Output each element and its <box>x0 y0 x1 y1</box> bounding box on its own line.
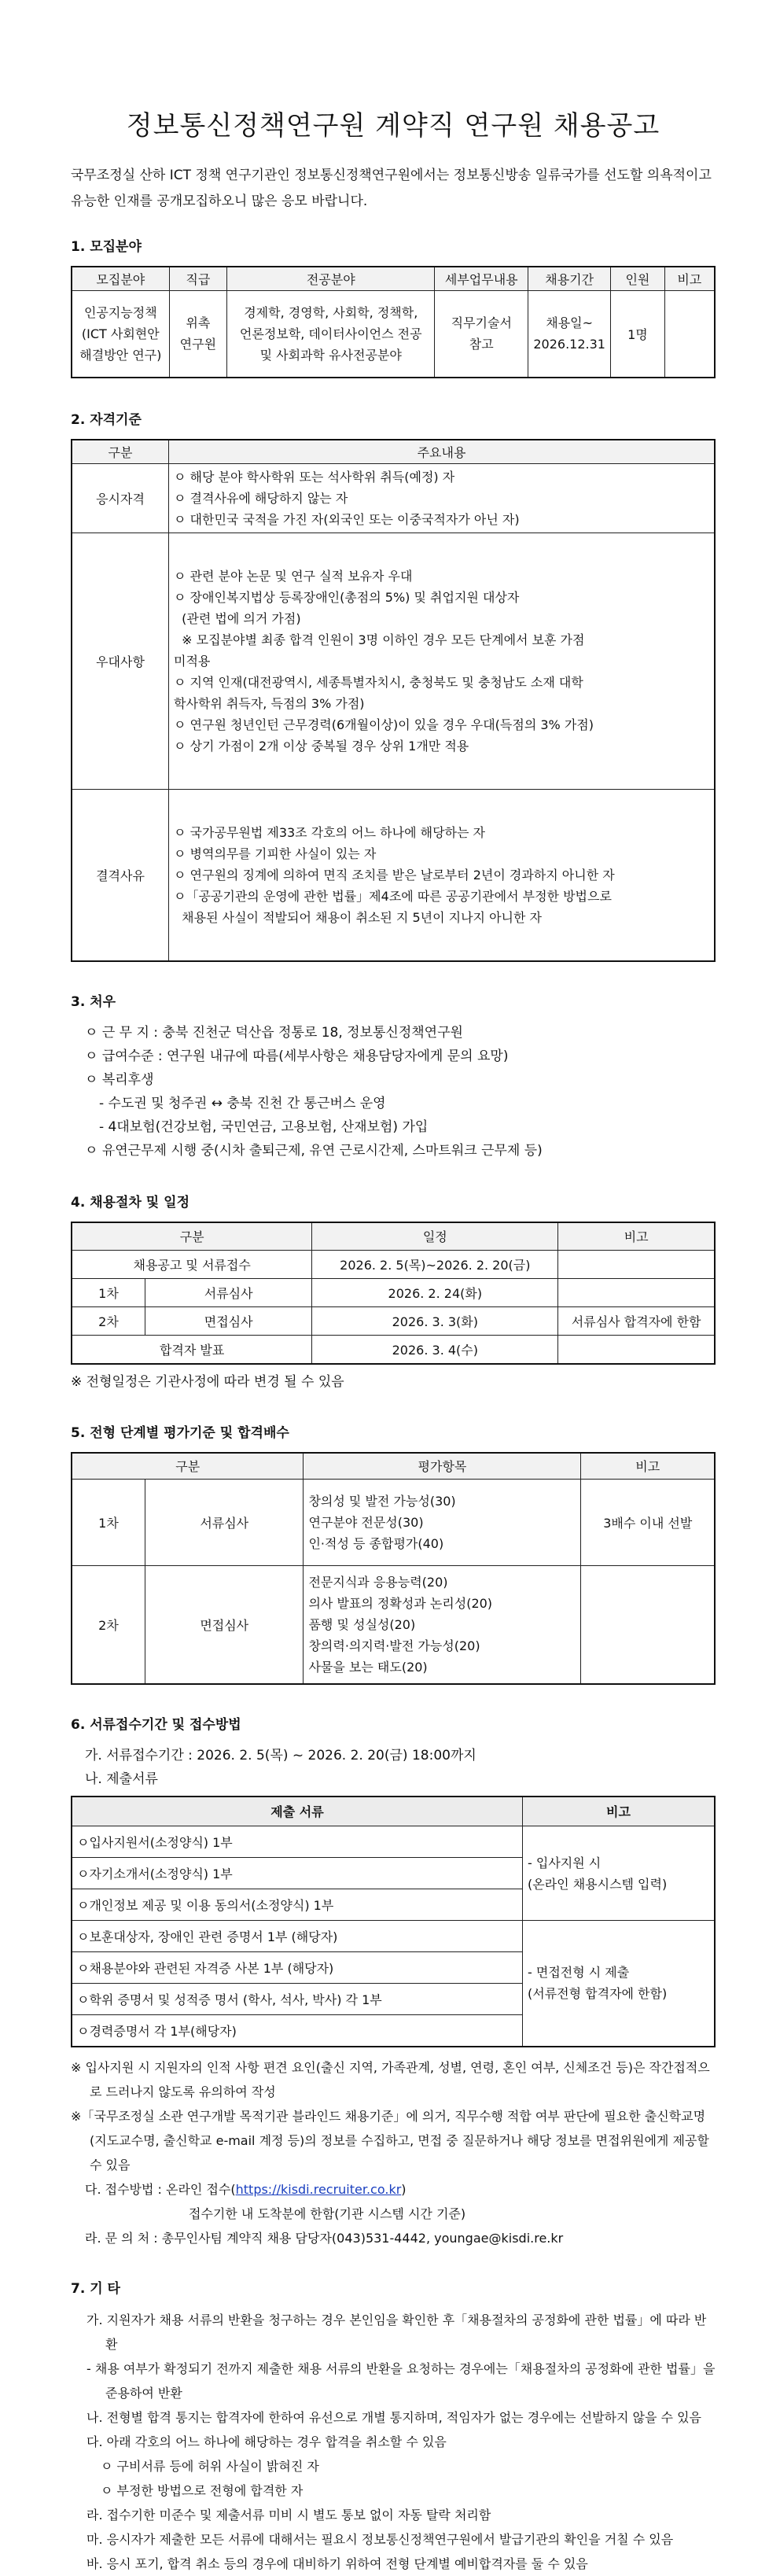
table-cell <box>558 1251 715 1279</box>
list-item: - 채용 여부가 확정되기 전까지 제출한 채용 서류의 반환을 요청하는 경우에는「채용절차의 공정화에 관한 법률」을 준용하여 반환 <box>86 2360 716 2401</box>
page-title: 정보통신정책연구원 계약직 연구원 채용공고 <box>126 110 660 142</box>
list-item: 마. 응시자가 제출한 모든 서류에 대해서는 필요시 정보통신정책연구원에서 발급기관의 확인을 거칠 수 있음 <box>86 2531 674 2547</box>
recruit-site-link[interactable]: https://kisdi.recruiter.co.kr <box>235 2181 402 2197</box>
evaluation-items: 창의성 및 발전 가능성(30) 연구분야 전문성(30) 인·적성 등 종합평가(40) <box>304 1480 581 1566</box>
intro-paragraph: 국무조정실 산하 ICT 정책 연구기관인 정보통신정책연구원에서는 정보통신방송 일류국가를 선도할 의욕적이고 유능한 인재를 공개모집하오니 많은 응모 바랍니다. <box>71 168 712 209</box>
field-cell: 인공지능정책 (ICT 사회현안 해결방안 연구) <box>72 291 169 378</box>
document-note: - 입사지원 시 (온라인 채용시스템 입력) <box>523 1826 716 1921</box>
table-cell: 채용공고 및 서류접수 <box>72 1251 312 1279</box>
table-header: 비고 <box>558 1222 715 1251</box>
table-cell: 1차 <box>72 1480 145 1566</box>
table-cell: 서류심사 <box>145 1279 312 1307</box>
section-heading-schedule: 4. 채용절차 및 일정 <box>71 1194 189 1211</box>
table-header: 비고 <box>581 1453 715 1480</box>
table-cell: 면접심사 <box>145 1307 312 1336</box>
count-cell: 1명 <box>611 291 664 378</box>
document-item: ㅇ채용분야와 관련된 자격증 사본 1부 (해당자) <box>72 1952 523 1984</box>
preference-content: ㅇ 관련 분야 논문 및 연구 실적 보유자 우대 ㅇ 장애인복지법상 등록장애인(총점의 5%) 및 취업지원 대상자 (관련 법에 의거 가점) ※ 모집분야별 최종 합격 인원이 3명 이하인 경우 모든 단계에서 보훈 가점 미적용 ㅇ 지역 인재(대전광역시, 세종특별자치시, 충청북도 및 충청남도 소재 대학 학사학위 취득자, 득점의 3% 가점) ㅇ 연구원 청년인턴 근무경력(6개월이상)이 있을 경우 우대(득점의 3% 가점) ㅇ 상기 가점이 2개 이상 중복될 경우 상위 1개만 적용 <box>169 533 716 789</box>
note-cell <box>664 291 715 378</box>
list-item: ㅇ 복리후생 <box>85 1071 154 1088</box>
document-item: ㅇ학위 증명서 및 성적증 명서 (학사, 석사, 박사) 각 1부 <box>72 1984 523 2015</box>
table-cell: 2026. 3. 4(수) <box>312 1336 558 1364</box>
table-header: 채용기간 <box>528 267 611 291</box>
table-header: 주요내용 <box>169 440 716 464</box>
list-item: 나. 전형별 합격 통지는 합격자에 한하여 유선으로 개별 통지하며, 적임자가 없는 경우에는 선발하지 않을 수 있음 <box>86 2409 701 2425</box>
evaluation-items: 전문지식과 응용능력(20) 의사 발표의 정확성과 논리성(20) 품행 및 성실성(20) 창의력·의지력·발전 가능성(20) 사물을 보는 태도(20) <box>304 1566 581 1684</box>
table-cell: 면접심사 <box>145 1566 304 1684</box>
table-cell: 2026. 3. 3(화) <box>312 1307 558 1336</box>
table-cell <box>558 1279 715 1307</box>
table-header: 비고 <box>523 1797 716 1826</box>
table-cell: 3배수 이내 선발 <box>581 1480 715 1566</box>
document-item: ㅇ보훈대상자, 장애인 관련 증명서 1부 (해당자) <box>72 1921 523 1952</box>
section-heading-others: 7. 기 타 <box>71 2280 120 2297</box>
list-item: 라. 접수기한 미준수 및 제출서류 미비 시 별도 통보 없이 자동 탈락 처리함 <box>86 2507 491 2523</box>
blind-criteria-note: ※「국무조정실 소관 연구개발 목적기관 블라인드 채용기준」에 의거, 직무수행 적합 여부 판단에 필요한 출신학교명(지도교수명, 출신학교 e-mail 계정 등)의 정보를 수집하고, 면접 중 질문하거나 해당 정보를 면접위원에게 제공할 수 있음 <box>71 2108 709 2172</box>
rank-cell: 위촉 연구원 <box>169 291 226 378</box>
documents-table <box>71 1796 716 2047</box>
disqualification-content: ㅇ 국가공무원법 제33조 각호의 어느 하나에 해당하는 자 ㅇ 병역의무를 기피한 사실이 있는 자 ㅇ 연구원의 징계에 의하여 면직 조치를 받은 날로부터 2년이 경과하지 아니한 자 ㅇ「공공기관의 운영에 관한 법률」제4조에 따른 공공기관에서 부정한 방법으로 채용된 사실이 적발되어 채용이 취소된 지 5년이 지나지 아니한 자 <box>169 789 716 961</box>
list-item: 다. 아래 각호의 어느 하나에 해당하는 경우 합격을 취소할 수 있음 <box>86 2434 447 2449</box>
table-cell: 1차 <box>72 1279 145 1307</box>
list-item: ㅇ 급여수준 : 연구원 내규에 따름(세부사항은 채용담당자에게 문의 요망) <box>85 1048 509 1064</box>
table-cell: 2026. 2. 5(목)~2026. 2. 20(금) <box>312 1251 558 1279</box>
table-cell: 서류심사 합격자에 한함 <box>558 1307 715 1336</box>
section-heading-recruitment-field: 1. 모집분야 <box>71 239 142 255</box>
list-item: ㅇ 부정한 방법으로 전형에 합격한 자 <box>101 2482 304 2498</box>
table-header: 구분 <box>72 1222 312 1251</box>
table-header: 세부업무내용 <box>435 267 528 291</box>
period-cell: 채용일~ 2026.12.31 <box>528 291 611 378</box>
benefits-list <box>71 1021 716 1163</box>
evaluation-table <box>71 1452 716 1685</box>
table-cell: 합격자 발표 <box>72 1336 312 1364</box>
table-cell <box>581 1566 715 1684</box>
section-heading-evaluation: 5. 전형 단계별 평가기준 및 합격배수 <box>71 1424 289 1441</box>
table-header: 일정 <box>312 1222 558 1251</box>
table-header: 모집분야 <box>72 267 169 291</box>
table-header: 구분 <box>72 440 169 464</box>
table-cell: 2차 <box>72 1566 145 1684</box>
table-header: 인원 <box>611 267 664 291</box>
table-header: 전공분야 <box>227 267 435 291</box>
table-cell: 2026. 2. 24(화) <box>312 1279 558 1307</box>
document-item: ㅇ경력증명서 각 1부(해당자) <box>72 2015 523 2047</box>
list-item: - 수도권 및 청주권 ↔ 충북 진천 간 통근버스 운영 <box>99 1095 386 1111</box>
table-header: 제출 서류 <box>72 1797 523 1826</box>
table-header: 평가항목 <box>304 1453 581 1480</box>
qualification-table <box>71 439 716 962</box>
document-note: - 면접전형 시 제출 (서류전형 합격자에 한함) <box>523 1921 716 2047</box>
list-item: ㅇ 유연근무제 시행 중(시차 출퇴근제, 유연 근로시간제, 스마트워크 근무제 등) <box>85 1142 543 1159</box>
table-cell: 2차 <box>72 1307 145 1336</box>
table-cell <box>558 1336 715 1364</box>
list-item: 바. 응시 포기, 합격 취소 등의 경우에 대비하기 위하여 전형 단계별 예비합격자를 둘 수 있음 <box>86 2556 588 2571</box>
recruitment-field-table <box>71 266 716 378</box>
preference-label: 우대사항 <box>72 533 169 789</box>
table-cell: 서류심사 <box>145 1480 304 1566</box>
list-item: 가. 지원자가 채용 서류의 반환을 청구하는 경우 본인임을 확인한 후「채용절차의 공정화에 관한 법률」에 따라 반환 <box>86 2312 707 2352</box>
list-item: ㅇ 구비서류 등에 허위 사실이 밝혀진 자 <box>101 2458 319 2474</box>
schedule-table <box>71 1222 716 1365</box>
disqualification-label: 결격사유 <box>72 789 169 961</box>
table-header: 직급 <box>169 267 226 291</box>
document-item: ㅇ개인정보 제공 및 이용 동의서(소정양식) 1부 <box>72 1889 523 1921</box>
application-period: 가. 서류접수기간 : 2026. 2. 5(목) ~ 2026. 2. 20(금) 18:00까지 <box>85 1747 476 1763</box>
section-heading-application: 6. 서류접수기간 및 접수방법 <box>71 1716 241 1733</box>
qualification-content: ㅇ 해당 분야 학사학위 또는 석사학위 취득(예정) 자 ㅇ 결격사유에 해당하지 않는 자 ㅇ 대한민국 국적을 가진 자(외국인 또는 이중국적자가 아닌 자) <box>169 463 716 533</box>
schedule-footnote: ※ 전형일정은 기관사정에 따라 변경 될 수 있음 <box>71 1373 344 1390</box>
documents-label: 나. 제출서류 <box>85 1771 158 1787</box>
qualification-label: 응시자격 <box>72 463 169 533</box>
document-item: ㅇ자기소개서(소정양식) 1부 <box>72 1858 523 1889</box>
list-item: ㅇ 근 무 지 : 충북 진천군 덕산읍 정통로 18, 정보통신정책연구원 <box>85 1024 463 1041</box>
major-cell: 경제학, 경영학, 사회학, 정책학, 언론정보학, 데이터사이언스 전공 및 사회과학 유사전공분야 <box>227 291 435 378</box>
list-item: - 4대보험(건강보험, 국민연금, 고용보험, 산재보험) 가입 <box>99 1118 429 1135</box>
detail-cell: 직무기술서 참고 <box>435 291 528 378</box>
application-method: 다. 접수방법 : 온라인 접수(https://kisdi.recruiter.co.kr) <box>85 2181 407 2197</box>
application-deadline-note: 접수기한 내 도착분에 한함(기관 시스템 시간 기준) <box>189 2206 466 2221</box>
table-header: 비고 <box>664 267 715 291</box>
table-header: 구분 <box>72 1453 304 1480</box>
blind-note: ※ 입사지원 시 지원자의 인적 사항 편견 요인(출신 지역, 가족관계, 성별, 연령, 혼인 여부, 신체조건 등)은 작간접적으로 드러나지 않도록 유의하여 작성 <box>71 2059 710 2099</box>
document <box>71 0 716 2576</box>
contact-info: 라. 문 의 처 : 총무인사팀 계약직 채용 담당자(043)531-4442, youngae@kisdi.re.kr <box>85 2230 564 2246</box>
document-item: ㅇ입사지원서(소정양식) 1부 <box>72 1826 523 1858</box>
section-heading-benefits: 3. 처우 <box>71 993 116 1010</box>
section-heading-qualification: 2. 자격기준 <box>71 411 142 428</box>
